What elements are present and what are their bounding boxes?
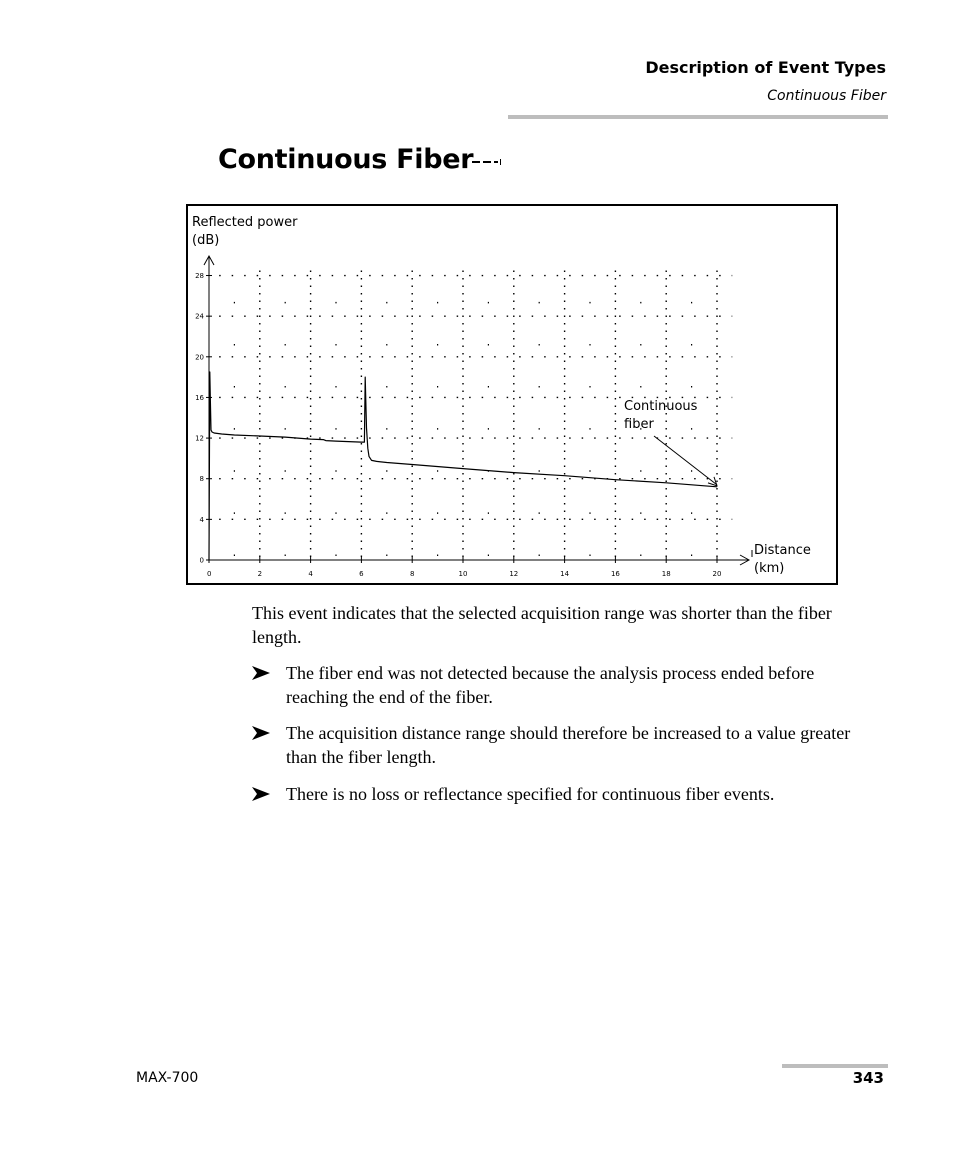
x-tick-label: 20 bbox=[712, 570, 722, 578]
header-section-title: Description of Event Types bbox=[645, 58, 886, 77]
body-intro bbox=[252, 601, 872, 649]
x-tick-label: 8 bbox=[409, 570, 415, 578]
footer-product: MAX-700 bbox=[136, 1070, 199, 1086]
arrow-bullet-icon bbox=[252, 665, 270, 681]
x-tick-label: 14 bbox=[560, 570, 570, 578]
arrow-bullet-icon bbox=[252, 786, 270, 802]
header-subsection: Continuous Fiber bbox=[767, 88, 886, 104]
bullet-text: The fiber end was not detected because the analysis process ended before reaching the end of the fiber. bbox=[286, 663, 815, 707]
y-tick-label: 4 bbox=[199, 515, 204, 524]
page-number: 343 bbox=[852, 1069, 884, 1087]
x-tick-label: 4 bbox=[308, 570, 313, 578]
list-item bbox=[252, 721, 872, 769]
x-tick-label: 2 bbox=[257, 570, 263, 578]
intro-paragraph: This event indicates that the selected acquisition range was shorter than the fiber length. bbox=[252, 603, 832, 647]
header-rule bbox=[508, 115, 888, 119]
y-tick-label: 28 bbox=[195, 272, 204, 281]
y-tick-label: 16 bbox=[195, 393, 204, 402]
arrow-bullet-icon bbox=[252, 725, 270, 741]
y-tick-label: 24 bbox=[195, 312, 204, 321]
x-tick-label: 6 bbox=[359, 570, 364, 578]
otdr-trace-figure bbox=[186, 204, 838, 585]
y-tick-label: 20 bbox=[195, 353, 204, 362]
x-tick-label: 0 bbox=[207, 570, 212, 578]
y-tick-label: 8 bbox=[199, 475, 204, 484]
list-item bbox=[252, 782, 872, 806]
bullet-list bbox=[252, 661, 872, 806]
footer-rule bbox=[782, 1064, 888, 1068]
y-tick-label: 12 bbox=[195, 434, 204, 443]
annotation-leader-line bbox=[654, 436, 717, 485]
continuous-fiber-event-icon bbox=[472, 158, 506, 166]
x-tick-label: 16 bbox=[610, 570, 620, 578]
list-item bbox=[252, 661, 872, 709]
bullet-text: The acquisition distance range should therefore be increased to a value greater than the fiber length. bbox=[286, 723, 851, 767]
y-axis-label: Reflected power (dB) bbox=[192, 215, 298, 248]
bullet-text: There is no loss or reflectance specified for continuous fiber events. bbox=[286, 784, 775, 804]
y-tick-label: 0 bbox=[199, 556, 204, 565]
x-axis-label: Distance (km) bbox=[754, 543, 811, 576]
x-tick-label: 12 bbox=[509, 570, 519, 578]
x-tick-label: 18 bbox=[661, 570, 671, 578]
page-title: Continuous Fiber bbox=[218, 144, 474, 175]
x-tick-label: 10 bbox=[458, 570, 468, 578]
continuous-fiber-annotation: Continuous fiber bbox=[624, 399, 698, 432]
otdr-trace-chart bbox=[188, 206, 836, 583]
